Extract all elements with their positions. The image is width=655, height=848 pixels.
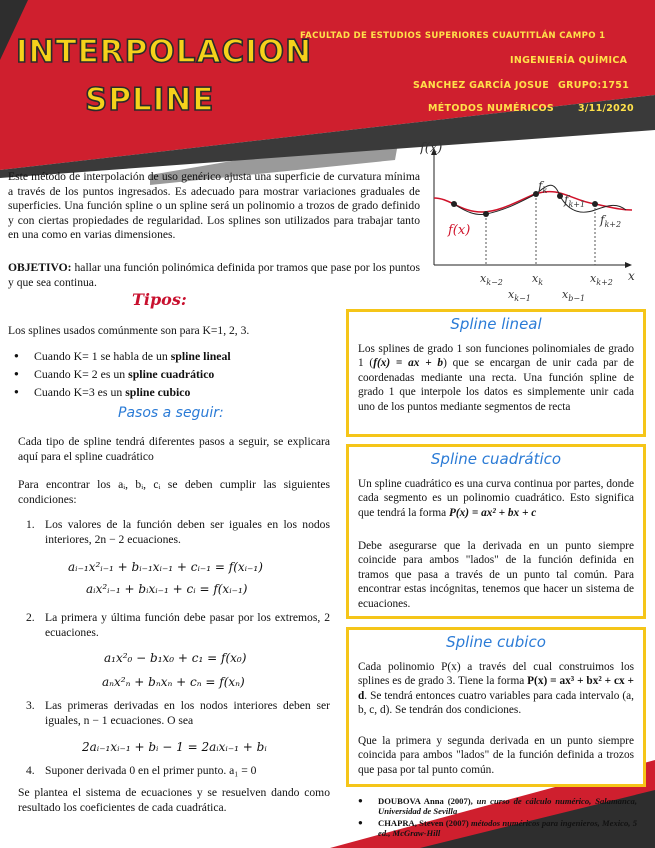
- step-2-number: 2.: [26, 611, 35, 624]
- reference-rest: métodos numéricos para ingenieros, Mexico, 5 ed., McGraw-Hill: [378, 818, 637, 838]
- step-4-number: 4.: [26, 764, 35, 777]
- objective-label: OBJETIVO:: [8, 261, 72, 274]
- fk1-sub: k+1: [568, 200, 586, 209]
- cuadratico-formula: P(x) = ax² + bx + c: [448, 506, 537, 519]
- graph-point: [592, 201, 598, 207]
- spline-lineal-text: [358, 342, 634, 414]
- graph-x-arrow: [625, 262, 632, 268]
- step-4-text: Suponer derivada 0 en el primer punto. a₁ = 0: [45, 764, 257, 777]
- references-list: [352, 796, 637, 838]
- spline-cubico-text-2: Que la primera y segunda derivada en un punto siempre coincida para ambos "lados" de la función definida a trozos que pasa por tal punto común.: [358, 735, 634, 776]
- tipos-item-k1: [8, 347, 231, 365]
- header-date: 3/11/2020: [578, 103, 634, 114]
- eq-1b: aᵢx²ᵢ₋₁ + bᵢxᵢ₋₁ + cᵢ = f(xᵢ₋₁): [86, 582, 248, 596]
- lineal-formula: f(x) = ax + b: [373, 357, 444, 370]
- xbm1-sub: b−1: [568, 294, 586, 303]
- spline-cubico-box: [346, 627, 646, 787]
- objective-paragraph: [8, 261, 420, 290]
- graph-xk-label: [532, 272, 543, 287]
- reference-item: [352, 818, 637, 838]
- xkm2-sub: k−2: [486, 278, 503, 287]
- graph-red-curve: [434, 192, 632, 212]
- step-1-text: Los valores de la función deben ser iguales en los nodos interiores, 2n − 2 ecuaciones.: [45, 518, 330, 546]
- title-line-1: INTERPOLACION: [16, 34, 313, 70]
- spline-cuadratico-text-2: Debe asegurarse que la derivada en un punto siempre coincide para ambos "lados" de la función definida en tramos que pasa a través de un punto tal común. Para encontrar estas incógnitas, tenemos que hacer un sistema de ecuaciones.: [358, 540, 634, 610]
- spline-cuadratico-box: [346, 444, 646, 619]
- fk-main: f: [538, 179, 543, 193]
- spline-lineal-title: Spline lineal: [450, 315, 542, 333]
- xk2-main: x: [590, 272, 597, 285]
- graph-xkm1-label: [508, 288, 531, 303]
- step-1-number: 1.: [26, 518, 35, 531]
- fk-sub: k: [542, 186, 548, 195]
- reference-author: DOUBOVA Anna (2007),: [378, 796, 477, 806]
- tipos-item-k2: [8, 365, 231, 383]
- header-school: FACULTAD DE ESTUDIOS SUPERIORES CUAUTITLÁN CAMPO 1: [300, 31, 606, 41]
- intro-paragraph: Este método de interpolación de uso genérico ajusta una superficie de curvatura mínima a través de los puntos ingresados. Es adecuado para mostrar variaciones graduales de superficies. Una función spline o un spline será un polinomio a trozos de grado definido y con ciertas propiedades de regularidad. Los splines son utilizados para trabajar tanto en una como en varias dimensiones.: [8, 170, 420, 242]
- xk-main: x: [532, 272, 539, 285]
- tipos-intro: Los splines usados comúnmente son para K=1, 2, 3.: [8, 324, 250, 337]
- graph-xk2-label: [590, 272, 613, 287]
- tipos-item-bold: spline cuadrático: [128, 367, 215, 381]
- step-2-text: La primera y última función debe pasar por los extremos, 2 ecuaciones.: [45, 611, 330, 639]
- graph-fk2-label: [599, 213, 621, 229]
- tipos-heading: Tipos:: [132, 290, 187, 309]
- graph-point: [451, 201, 457, 207]
- graph-fk1-label: [563, 193, 585, 209]
- pasos-p2: Para encontrar los aᵢ, bᵢ, cᵢ se deben cumplir las siguientes condiciones:: [18, 478, 330, 506]
- graph-point: [557, 193, 563, 199]
- fk2-main: f: [600, 213, 605, 227]
- header-course: MÉTODOS NUMÉRICOS: [428, 103, 555, 114]
- tipos-item-k3: [8, 383, 231, 401]
- pasos-p1: Cada tipo de spline tendrá diferentes pasos a seguir, se explicara aquí para el spline cuadrático: [18, 435, 330, 463]
- header-student: SANCHEZ GARCÍA JOSUE: [413, 80, 550, 91]
- graph-fk-label: [537, 179, 547, 195]
- xk2-sub: k+2: [596, 278, 613, 287]
- title-line-2: SPLINE: [85, 82, 215, 118]
- eq-2b: aₙx²ₙ + bₙxₙ + cₙ = f(xₙ): [102, 675, 245, 689]
- spline-cubico-text-1: [358, 660, 634, 718]
- graph-x-label: x: [628, 269, 635, 283]
- pasos-closing: Se plantea el sistema de ecuaciones y se resuelven dando como resultado los coeficientes de cada cuadrática.: [18, 786, 330, 814]
- graph-xbm1-label: [562, 288, 585, 303]
- reference-author: CHAPRA, Steven (2007): [378, 818, 471, 828]
- eq-3: 2aᵢ₋₁xᵢ₋₁ + bᵢ − 1 = 2aᵢxᵢ₋₁ + bᵢ: [82, 740, 267, 754]
- cubico-formula: P(x) = ax³ + bx² + cx + d: [358, 675, 634, 702]
- cuadratico-text-1: Un spline cuadrático es una curva continua por partes, donde cada segmento es un polinomio cuadrático. Esto significa que tendrá la forma: [358, 478, 634, 519]
- tipos-item-bold: spline cubico: [125, 385, 191, 399]
- objective-text: hallar una función polinómica definida por tramos que pase por los puntos y que sea continua.: [8, 261, 420, 289]
- xkm2-main: x: [480, 272, 487, 285]
- xkm1-sub: k−1: [514, 294, 531, 303]
- spline-graph: [420, 140, 645, 305]
- graph-xkm2-label: [480, 272, 503, 287]
- xbm1-main: x: [562, 288, 569, 301]
- graph-f-label: f(x): [448, 223, 471, 238]
- graph-y-label: f(x): [420, 141, 443, 156]
- tipos-item-text: Cuando K= 1 se habla de un: [34, 349, 171, 363]
- tipos-item-text: Cuando K=3 es un: [34, 385, 126, 399]
- header-career: INGENIERÍA QUÍMICA: [510, 55, 628, 66]
- reference-item: [352, 796, 637, 816]
- eq-2a: a₁x²₀ − b₁x₀ + c₁ = f(x₀): [104, 651, 247, 665]
- graph-point: [483, 211, 489, 217]
- lineal-text-1: Los splines de grado 1 son funciones polinomiales de grado 1 (: [358, 343, 634, 370]
- header-group: GRUPO:1751: [558, 80, 630, 91]
- fk2-sub: k+2: [604, 220, 622, 229]
- xk-sub: k: [538, 278, 544, 287]
- tipos-item-bold: spline lineal: [170, 349, 231, 363]
- xkm1-main: x: [508, 288, 515, 301]
- cubico-text-1: Cada polinomio P(x) a través del cual construimos los splines es de grado 3. Tiene la forma: [358, 661, 634, 688]
- pasos-heading: Pasos a seguir:: [118, 405, 224, 421]
- reference-rest: un curso de cálculo numérico, Salamanca, Universidad de Sevilla: [378, 796, 637, 816]
- step-3-number: 3.: [26, 699, 35, 712]
- spline-cuadratico-text-1: [358, 477, 634, 520]
- spline-cuadratico-title: Spline cuadrático: [430, 450, 562, 468]
- tipos-item-text: Cuando K= 2 es un: [34, 367, 129, 381]
- fk1-main: f: [564, 193, 569, 207]
- eq-1a: aᵢ₋₁x²ᵢ₋₁ + bᵢ₋₁xᵢ₋₁ + cᵢ₋₁ = f(xᵢ₋₁): [68, 560, 263, 574]
- lineal-text-2: ) que se encargan de unir cada par de coordenadas mediante una recta. Una función spline de grado 1 que interpole los datos es simplemente unir cada uno de los puntos mediante segmentos de recta: [358, 357, 634, 413]
- step-3-text: Las primeras derivadas en los nodos interiores deben ser iguales, n − 1 ecuaciones. O sea: [45, 699, 330, 727]
- spline-lineal-box: [346, 309, 646, 437]
- spline-cubico-title: Spline cubico: [446, 633, 546, 651]
- tipos-list: [8, 347, 231, 401]
- cubico-text-1b: . Se tendrá entonces cuatro variables para cada intervalo (a, b, c, d). Se tendrán dos condiciones.: [358, 689, 634, 717]
